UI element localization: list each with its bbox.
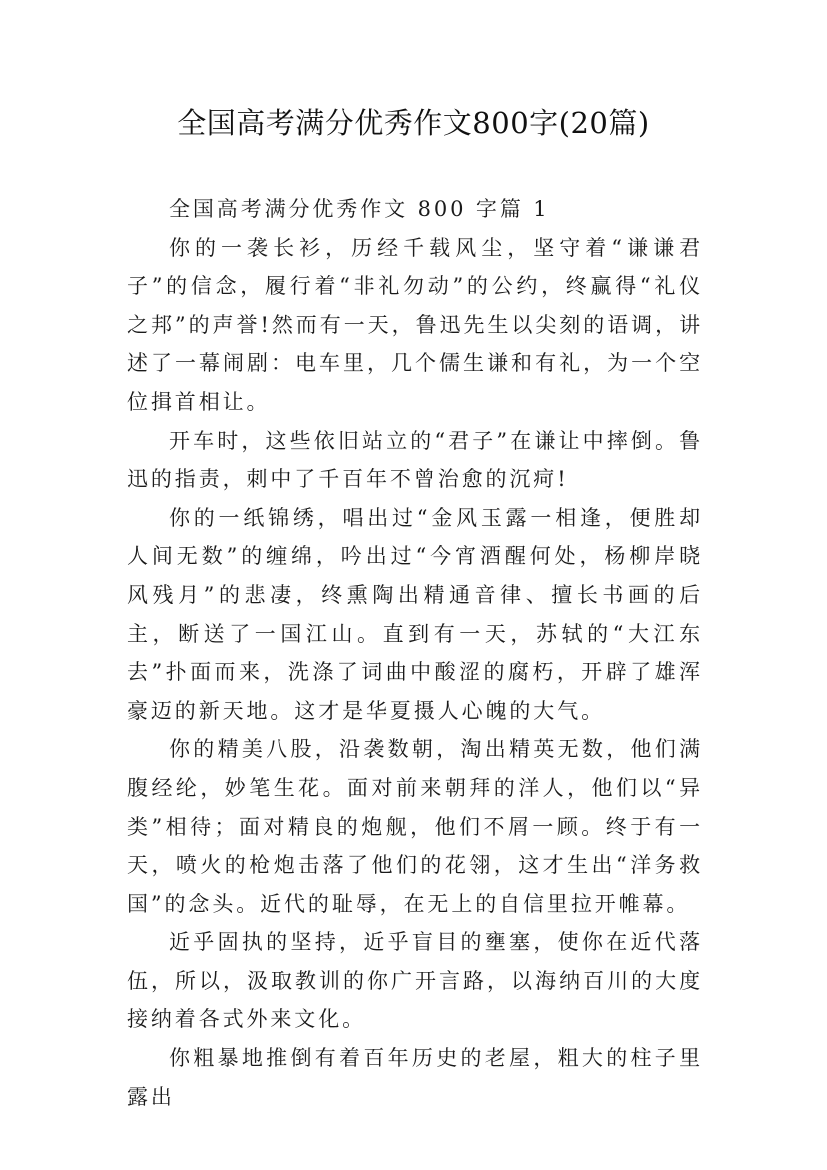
body-paragraph: 你的一袭长衫，历经千载风尘，坚守着“谦谦君子”的信念，履行着“非礼勿动”的公约，终赢得“礼仪之邦”的声誉!然而有一天，鲁迅先生以尖刻的语调，讲述了一幕闹剧：电车里，几个儒生谦和有礼，为一个空位揖首相让。 [127,235,703,414]
document-title: 全国高考满分优秀作文800字(20篇) [177,106,650,140]
section-heading: 全国高考满分优秀作文 800 字篇 1 [169,197,550,221]
body-paragraph: 你粗暴地推倒有着百年历史的老屋，粗大的柱子里露出 [127,1046,703,1109]
body-paragraph: 你的一纸锦绣，唱出过“金风玉露一相逢，便胜却人间无数”的缠绵，吟出过“今宵酒醒何处，杨柳岸晓风残月”的悲凄，终熏陶出精通音律、擅长书画的后主，断送了一国江山。直到有一天，苏轼的“大江东去”扑面而来，洗涤了词曲中酸涩的腐朽，开辟了雄浑豪迈的新天地。这才是华夏摄人心魄的大气。 [127,505,703,723]
body-paragraph: 近乎固执的坚持，近乎盲目的壅塞，使你在近代落伍，所以，汲取教训的你广开言路，以海纳百川的大度接纳着各式外来文化。 [127,930,703,1032]
body-paragraph: 你的精美八股，沿袭数朝，淘出精英无数，他们满腹经纶，妙笔生花。面对前来朝拜的洋人，他们以“异类”相待；面对精良的炮舰，他们不屑一顾。终于有一天，喷火的枪炮击落了他们的花翎，这才生出“洋务救国”的念头。近代的耻辱，在无上的自信里拉开帷幕。 [127,737,703,916]
body-paragraph: 开车时，这些依旧站立的“君子”在谦让中摔倒。鲁迅的指责，刺中了千百年不曾治愈的沉疴! [127,428,703,492]
document-body [127,190,703,1116]
